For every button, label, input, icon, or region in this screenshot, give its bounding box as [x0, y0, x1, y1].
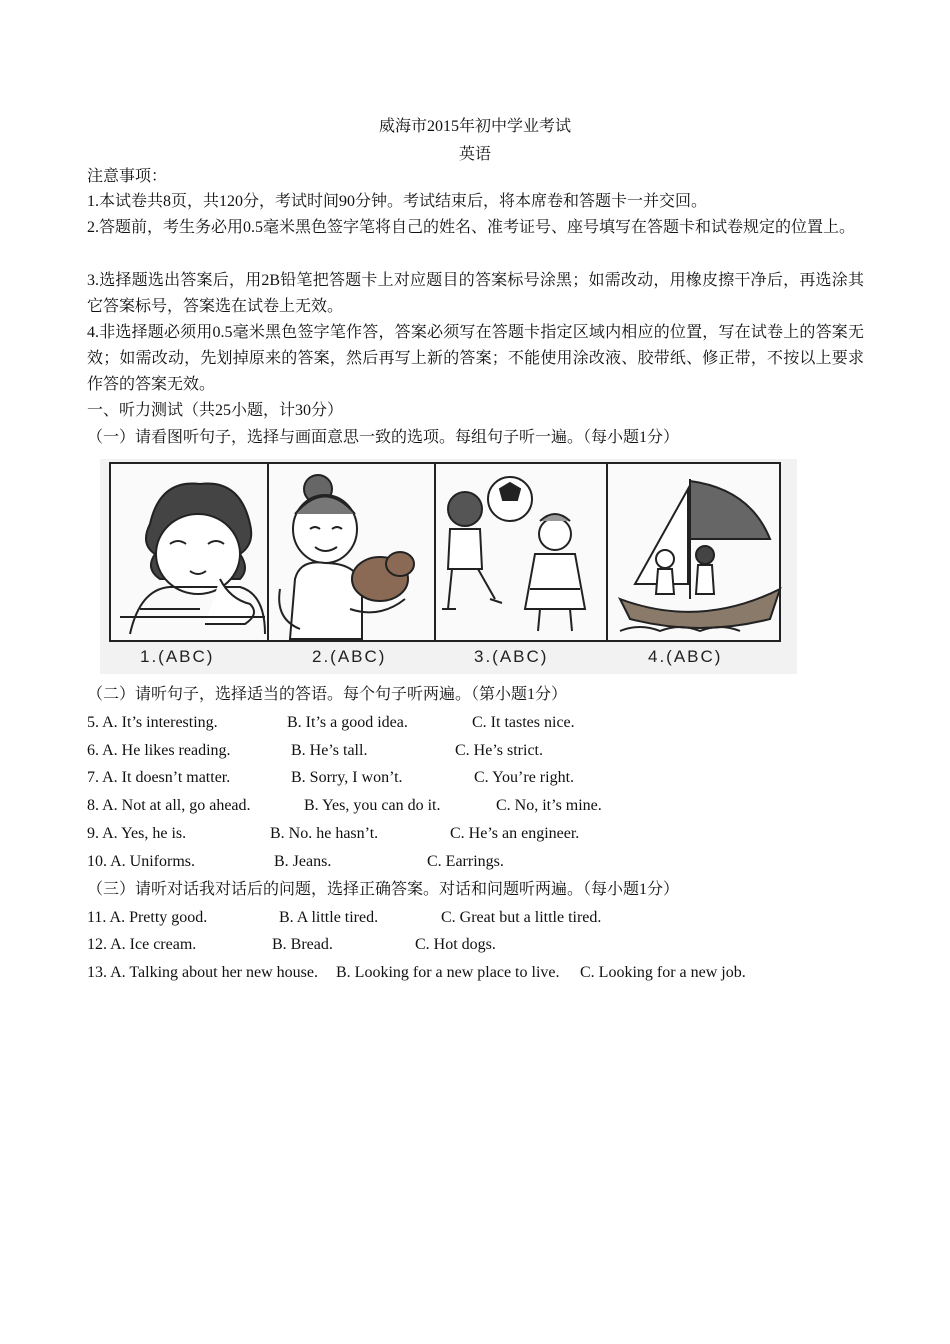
- q13-option-c: C. Looking for a new job.: [580, 964, 746, 981]
- q7-option-c: C. You’re right.: [474, 769, 575, 786]
- notice-item-2: 2.答题前，考生务必用0.5毫米黑色签字笔将自己的姓名、准考证号、座号填写在答题卡和试卷规定的位置上。: [87, 219, 856, 236]
- q11-option-b: B. A little tired.: [279, 909, 379, 926]
- q11-option-c: C. Great but a little tired.: [441, 909, 602, 926]
- exam-title: 威海市2015年初中学业考试: [378, 118, 571, 135]
- q13-option-a: 13. A. Talking about her new house.: [87, 964, 318, 981]
- q11-option-a: 11. A. Pretty good.: [87, 909, 208, 926]
- q12-option-a: 12. A. Ice cream.: [87, 936, 197, 953]
- q8-option-b: B. Yes, you can do it.: [304, 797, 441, 814]
- picture-strip-illustration: [100, 459, 797, 674]
- q9-option-c: C. He’s an engineer.: [450, 825, 580, 842]
- q8-option-a: 8. A. Not at all, go ahead.: [87, 797, 251, 814]
- part1-instruction: （一）请看图听句子，选择与画面意思一致的选项。每组句子听一遍。（每小题1分）: [87, 429, 680, 446]
- picture-label-4: 4.(ABC): [648, 647, 723, 666]
- q6-option-c: C. He’s strict.: [455, 742, 543, 759]
- q12-option-c: C. Hot dogs.: [415, 936, 496, 953]
- q7-option-a: 7. A. It doesn’t matter.: [87, 769, 231, 786]
- q5-option-a: 5. A. It’s interesting.: [87, 714, 218, 731]
- section-title: 一、听力测试（共25小题，计30分）: [87, 402, 344, 419]
- q6-option-b: B. He’s tall.: [291, 742, 368, 759]
- notice-item-1: 1.本试卷共8页，共120分，考试时间90分钟。考试结束后，将本席卷和答题卡一并交回。: [87, 193, 708, 210]
- picture-label-3: 3.(ABC): [474, 647, 549, 666]
- q8-option-c: C. No, it’s mine.: [496, 797, 602, 814]
- q10-option-a: 10. A. Uniforms.: [87, 853, 195, 870]
- picture-label-2: 2.(ABC): [312, 647, 387, 666]
- q5-option-b: B. It’s a good idea.: [287, 714, 408, 731]
- q9-option-b: B. No. he hasn’t.: [270, 825, 379, 842]
- q9-option-a: 9. A. Yes, he is.: [87, 825, 187, 842]
- listening-pictures: [100, 459, 797, 674]
- exam-subject: 英语: [458, 146, 491, 163]
- notice-item-4: 4.非选择题必须用0.5毫米黑色签字笔作答，答案必须写在答题卡指定区域内相应的位置，写在试卷上的答案无效；如需改动，先划掉原来的答案，然后再写上新的答案；不能使用涂改液、胶带纸、修正带，不按以上要求作答的答案无效。: [87, 324, 864, 393]
- q10-option-c: C. Earrings.: [427, 853, 504, 870]
- q10-option-b: B. Jeans.: [274, 853, 332, 870]
- q6-option-a: 6. A. He likes reading.: [87, 742, 231, 759]
- part2-instruction: （二）请听句子，选择适当的答语。每个句子听两遍。（第小题1分）: [87, 686, 568, 703]
- notice-heading: 注意事项：: [87, 168, 168, 185]
- q5-option-c: C. It tastes nice.: [472, 714, 575, 731]
- picture-label-1: 1.(ABC): [140, 647, 215, 666]
- q13-option-b: B. Looking for a new place to live.: [336, 964, 560, 981]
- q7-option-b: B. Sorry, I won’t.: [291, 769, 403, 786]
- notice-item-3: 3.选择题选出答案后，用2B铅笔把答题卡上对应题目的答案标号涂黑；如需改动，用橡皮擦干净后，再选涂其它答案标号，答案选在试卷上无效。: [87, 272, 864, 315]
- q12-option-b: B. Bread.: [272, 936, 333, 953]
- part3-instruction: （三）请听对话我对话后的问题，选择正确答案。对话和问题听两遍。（每小题1分）: [87, 881, 680, 898]
